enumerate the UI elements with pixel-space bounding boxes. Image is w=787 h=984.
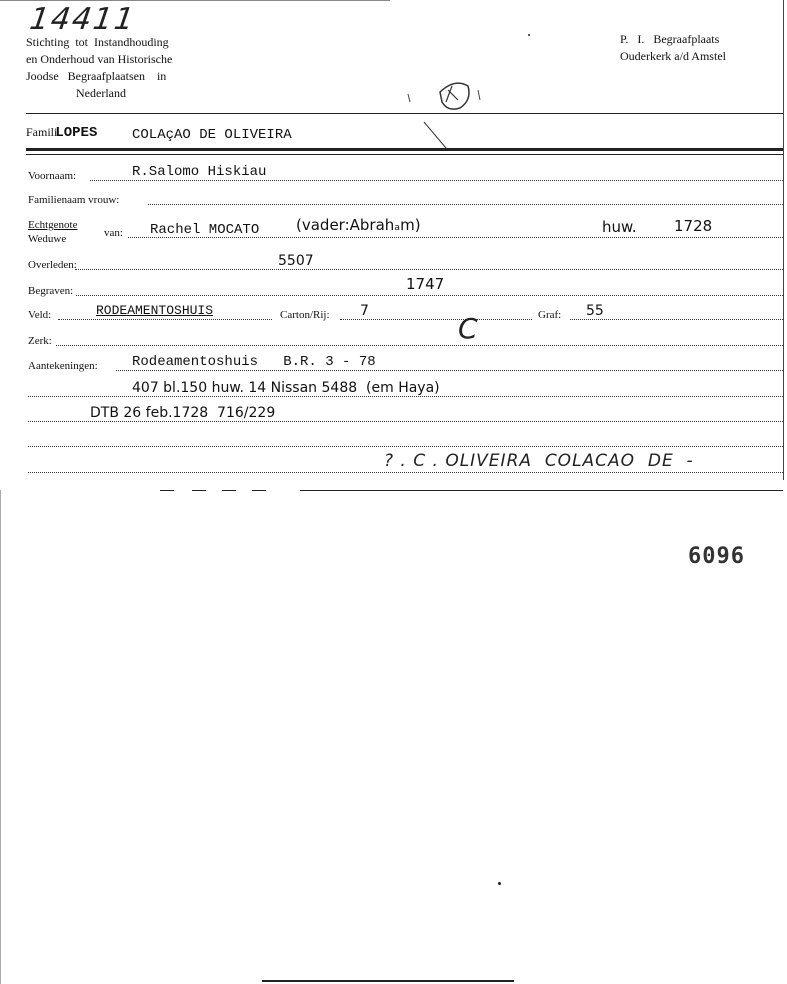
foundation-header (26, 34, 172, 102)
card-bottom-dash-3 (222, 490, 236, 491)
stamp-number: 6096 (688, 544, 745, 569)
echtgenote-label: Echtgenote (28, 219, 78, 231)
aantekeningen-line-4 (28, 446, 783, 447)
foundation-line-3: Joodse Begraafplaatsen in (26, 69, 167, 83)
begraven-value: 1747 (406, 275, 445, 293)
bottom-fragment-rule (262, 980, 514, 982)
veld-label: Veld: (28, 309, 52, 321)
voornaam-value: R.Salomo Hiskiau (132, 164, 267, 180)
card-bottom-dash-2 (192, 490, 206, 491)
echtgenote-value: Rachel MOCATO (150, 222, 260, 238)
marriage-year: 1728 (674, 217, 713, 235)
family-thick-rule (26, 148, 783, 151)
cemetery-line-2: Ouderkerk a/d Amstel (620, 49, 726, 63)
family-typed-name: LOPES (55, 125, 98, 141)
graf-label: Graf: (538, 309, 562, 321)
zerk-label: Zerk: (28, 335, 52, 347)
begraven-label: Begraven: (28, 285, 74, 297)
speck (528, 34, 530, 36)
aantekeningen-line-2 (28, 396, 783, 397)
left-edge (0, 490, 1, 984)
sketch-mark-icon (400, 70, 495, 125)
foundation-line-4: Nederland (76, 86, 126, 100)
graf-line (570, 319, 783, 320)
veld-value: RODEAMENTOSHUIS (96, 303, 214, 318)
aantekeningen-line-3 (28, 421, 783, 422)
card-bottom-rule (300, 490, 783, 491)
cemetery-header (620, 31, 726, 65)
familienaam-vrouw-line (148, 204, 783, 205)
overleden-line (75, 269, 783, 270)
overleden-label: Overleden: (28, 259, 77, 271)
aantekeningen-label: Aantekeningen: (28, 360, 98, 372)
marriage-label: huw. (602, 218, 637, 236)
carton-label: Carton/Rij: (280, 309, 330, 321)
voornaam-label: Voornaam: (28, 170, 77, 182)
family-label (26, 125, 97, 141)
echtgenote-father: (vader:Abrahₐm) (296, 216, 421, 234)
zerk-value: C (458, 312, 478, 345)
veld-line (58, 319, 272, 320)
card-bottom-dash-4 (252, 490, 266, 491)
card-bottom-dash-1 (160, 490, 174, 491)
voornaam-line (90, 180, 783, 181)
family-name: COLAçAO DE OLIVEIRA (132, 127, 292, 143)
top-border (0, 0, 390, 1)
cemetery-line-1: P. I. Begraafplaats (620, 32, 720, 46)
foundation-line-2: en Onderhoud van Historische (26, 52, 173, 66)
carton-value: 7 (360, 303, 369, 319)
zerk-line (56, 345, 783, 346)
carton-line (340, 319, 532, 320)
pen-stroke-icon (420, 118, 450, 152)
aantekeningen-line-1 (116, 370, 783, 371)
aantekeningen-line-5 (28, 472, 783, 473)
speck (498, 882, 501, 885)
weduwe-label: Weduwe (28, 233, 67, 245)
aantekeningen-value-2: 407 bl.150 huw. 14 Nissan 5488 (em Haya) (132, 380, 440, 396)
right-border (783, 0, 784, 480)
graf-value: 55 (586, 303, 604, 319)
familienaam-vrouw-label: Familienaam vrouw: (28, 194, 120, 206)
aantekeningen-value-3: DTB 26 feb.1728 716/229 (90, 405, 276, 421)
aantekeningen-value-1: Rodeamentoshuis B.R. 3 - 78 (132, 354, 376, 370)
van-label: van: (104, 227, 123, 239)
header-divider (26, 113, 783, 114)
family-thin-rule (26, 154, 783, 155)
family-label-text: Famili (26, 125, 58, 139)
aantekeningen-value-5: ? . C . OLIVEIRA COLACAO DE - (384, 451, 694, 471)
overleden-value: 5507 (278, 253, 314, 269)
begraven-line (76, 295, 783, 296)
handwritten-card-number: 14411 (27, 2, 138, 37)
foundation-line-1: Stichting tot Instandhouding (26, 35, 169, 49)
